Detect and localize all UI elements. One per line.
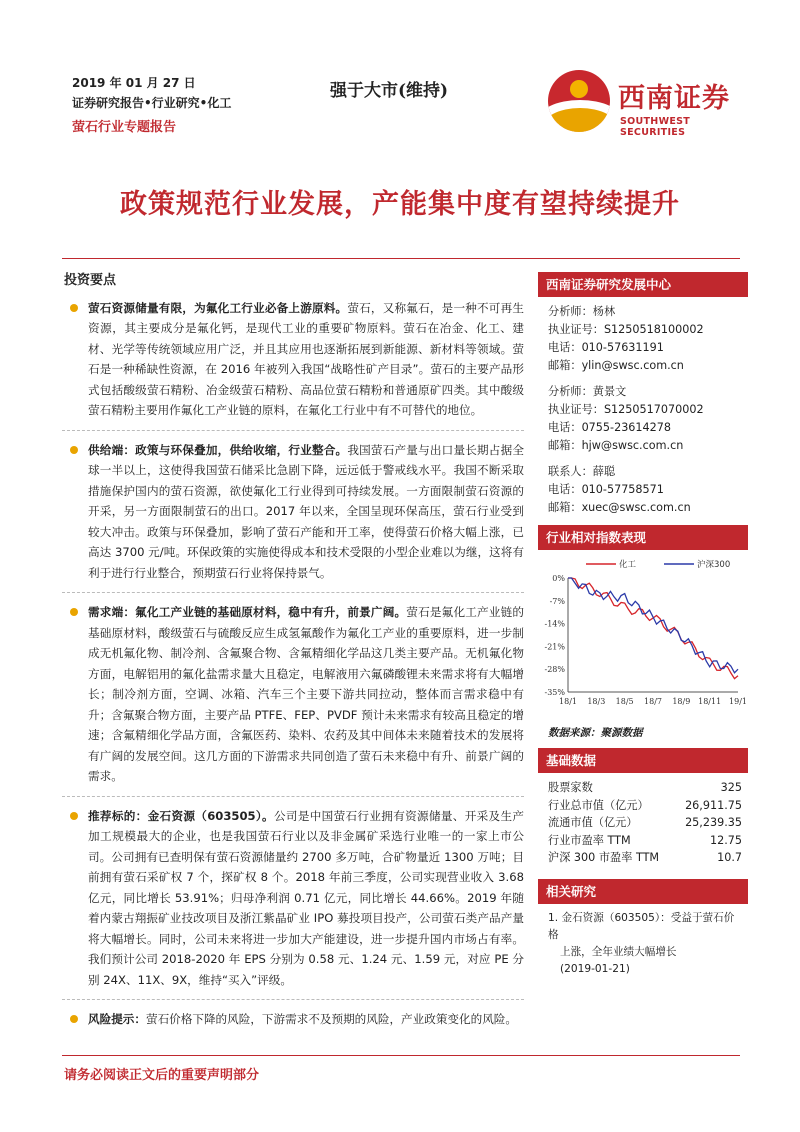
y-tick-label: -7% [549,596,565,606]
row-value: 25,239.35 [685,816,742,829]
contact-name: 联系人：薛聪 [548,465,616,478]
x-tick-label: 18/1 [559,697,577,706]
bullet-text: 公司是中国萤石行业拥有资源储量、开采及生产加工规模最大的企业，也是我国萤石行业以及非金属矿采选行业唯一的一家上市公司。公司拥有已查明保有萤石资源储量约 2700 多万吨，合矿物量近 1300 万吨；目前拥有萤石采矿权 7 个，探矿权 8 个。2018 年前三季度，公司实现营业收入 3.68 亿元，同比增长 53.91%；归母净利润 0.71 亿元，同比增长 44.66%。2019 年随着内蒙古翔振矿业技改项目及浙江紫晶矿业 IPO 募投项目投产，公司萤石类产品产量将大幅增长。同时，公司未来将进一步加大产能建设，进一步提升国内市场占有率。我们预计公司 2018-2020 年 EPS 分别为 0.58 元、1.24 元、1.59 元，对应 PE 分别 24X、11X、9X，维持“买入”评级。 [88,808,524,987]
analyst-email: 邮箱：hjw@swsc.com.cn [548,439,684,452]
y-tick-label: -21% [544,642,565,652]
sidebar [538,272,748,978]
table-row [538,814,748,832]
bullet-text: 萤石价格下降的风险，下游需求不及预期的风险，产业政策变化的风险。 [145,1012,517,1026]
bullet-item [62,1009,524,1039]
bullet-text: 萤石，又称氟石，是一种不可再生资源，其主要成分是氟化钙，是现代工业的重要矿物原料。萤石在冶金、化工、建材、光学等传统领域应用广泛，并且其应用也逐渐拓展到新能源、新材料等领域。萤石是一种稀缺性资源，在 2016 年被列入我国“战略性矿产目录”。萤石的主要产品形式包括酸级萤石精粉、冶金级萤石精粉、高品位萤石精粉和普通原矿四类。其中酸级萤石精粉主要用作氟化工产业链的原料，在氟化工行业中有不可替代的地位。 [88,300,524,417]
bullet-item [62,602,524,797]
bullet-text: 我国萤石产量与出口量长期占据全球一半以上，这使得我国萤石储采比急剧下降，远远低于警戒线水平。我国不断采取措施保护国内的萤石资源，欲使氟化工行业得到可持续发展。一方面限制萤石资源的开采，另一方面限制萤石的出口。2017 年以来，全国呈现环保高压，萤石行业受到较大冲击。政策与环保叠加，影响了萤石产能和开工率，使得萤石价格大幅上涨，已高达 3700 元/吨。环保政策的实施使得成本和技术受限的小型企业难以为继，这将有利于进行行业整合，预期萤石行业将保持景气。 [88,442,524,580]
chart-canvas [538,550,748,720]
x-tick-label: 18/9 [672,697,691,706]
report-date: 2019 年 01 月 27 日 [72,76,196,90]
bullet-icon [70,1015,78,1023]
analyst-license: 执业证号：S1250518100002 [548,323,704,336]
section-heading: 投资要点 [64,273,117,288]
table-row [538,779,748,797]
report-category: 证券研究报告•行业研究•化工 [72,96,232,110]
y-tick-label: 0% [552,574,565,583]
bullet-item [62,806,524,1001]
research-center-title: 西南证券研究发展中心 [538,272,748,297]
contact-card [548,463,738,517]
row-label: 流通市值（亿元） [548,816,638,829]
main-column [62,270,524,1048]
legend-label: 沪深300 [697,560,731,570]
logo-text-en: SOUTHWEST SECURITIES [620,116,691,138]
bullet-icon [70,446,78,454]
bullet-item [62,440,524,594]
relative-index-chart [538,550,748,720]
x-tick-label: 18/11 [698,697,722,706]
related-research-item[interactable] [538,904,748,978]
row-label: 行业市盈率 TTM [548,833,631,847]
bullet-lead: 需求端：氟化工产业链的基础原材料，稳中有升，前景广阔。 [88,605,407,619]
bullet-icon [70,812,78,820]
analyst-card [548,303,738,375]
y-tick-label: -35% [544,688,565,697]
chart-source: 数据来源：聚源数据 [548,727,643,739]
legend-label: 化工 [619,560,637,570]
footer-disclaimer[interactable]: 请务必阅读正文后的重要声明部分 [64,1068,260,1083]
row-value: 325 [720,781,742,794]
related-research-title: 相关研究 [538,879,748,904]
rating: 强于大市(维持) [330,81,449,101]
bullet-icon [70,304,78,312]
bullet-item [62,298,524,431]
x-tick-label: 19/1 [729,697,747,706]
bullet-text: 萤石是氟化工产业链的基础原材料，酸级萤石与硫酸反应生成氢氟酸作为氟化工产业的重要原料，进一步制成无机氟化物、制冷剂、含氟聚合物、含氟精细化学品这几类主要产品。无机氟化物方面，电解铝用的氟化盐需求量大且稳定，电解液用六氟磷酸锂未来需求将有大幅增长；制冷剂方面，空调、冰箱、汽车三个主要下游共同拉动，整体而言需求稳中有升；含氟聚合物方面，主要产品 PTFE、FEP、PVDF 预计未来需求有较高且稳定的增速；含氟精细化学品方面，含氟医药、染料、农药及其中间体未来随着技术的发展将有广阔的发展空间。这几方面的下游需求共同创造了萤石未来稳中有升、前景广阔的需求。 [88,605,524,783]
footer-divider [62,1055,740,1056]
bullet-lead: 推荐标的：金石资源（603505）。 [88,808,274,823]
analyst-name: 分析师：杨林 [548,305,616,318]
chart-section-title: 行业相对指数表现 [538,525,748,550]
logo-emblem-icon [548,70,610,132]
row-value: 10.7 [717,851,742,864]
related-date: (2019-01-21) [560,962,630,975]
x-tick-label: 18/7 [644,697,662,706]
page-title: 政策规范行业发展，产能集中度有望持续提升 [120,189,680,220]
contact-email: 邮箱：xuec@swsc.com.cn [548,501,691,514]
basic-data-title: 基础数据 [538,748,748,773]
report-subtitle: 萤石行业专题报告 [72,120,177,135]
row-label: 沪深 300 市盈率 TTM [548,851,660,864]
bullet-lead: 萤石资源储量有限，为氟化工行业必备上游原料。 [88,300,348,315]
x-tick-label: 18/3 [587,697,606,706]
y-tick-label: -28% [544,665,565,675]
y-tick-label: -14% [544,619,565,629]
related-line: 上涨，全年业绩大幅增长 [560,945,677,958]
analyst-list [538,297,748,517]
related-line: 1. 金石资源（603505）：受益于萤石价格 [548,911,735,941]
bullet-lead: 供给端：政策与环保叠加，供给收缩，行业整合。 [88,442,348,457]
row-value: 12.75 [709,833,742,847]
table-row [538,832,748,850]
analyst-card [548,383,738,455]
analyst-phone: 电话：010-57631191 [548,341,664,354]
title-divider [62,258,740,259]
company-logo [548,70,748,136]
analyst-name: 分析师：黄景文 [548,385,627,398]
row-value: 26,911.75 [685,798,742,812]
row-label: 股票家数 [548,781,593,794]
table-row [538,849,748,867]
table-row [538,797,748,815]
basic-data-table [538,773,748,871]
bullet-lead: 风险提示： [88,1012,146,1026]
row-label: 行业总市值（亿元） [548,798,649,812]
bullet-icon [70,608,78,616]
logo-text-cn: 西南证券 [618,83,730,114]
analyst-email: 邮箱：ylin@swsc.com.cn [548,359,684,372]
analyst-phone: 电话：0755-23614278 [548,421,672,434]
x-tick-label: 18/5 [615,697,634,706]
analyst-license: 执业证号：S1250517070002 [548,403,704,416]
series-line-hs300 [568,578,738,673]
contact-phone: 电话：010-57758571 [548,483,664,496]
